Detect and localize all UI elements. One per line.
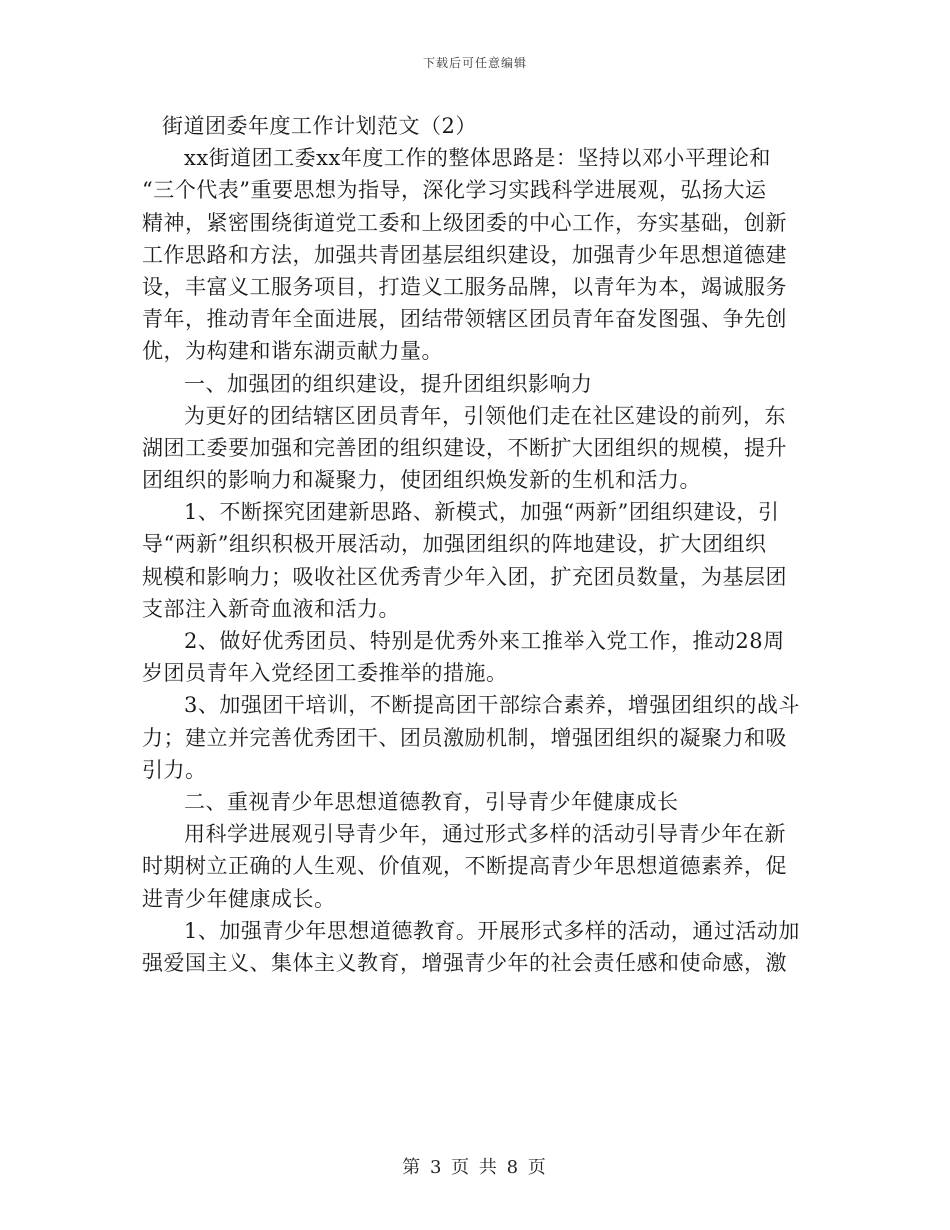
paragraph-line: 用科学进展观引导青少年，通过形式多样的活动引导青少年在新 (184, 822, 786, 847)
paragraph-line: 进青少年健康成长。 (142, 886, 336, 911)
paragraph-line: 1、不断探究团建新思路、新模式，加强“两新”团组织建设，引 (184, 500, 780, 525)
paragraph-line: 导“两新”组织积极开展活动，加强团组织的阵地建设，扩大团组织 (142, 532, 767, 557)
paragraph-line: 引力。 (142, 757, 207, 782)
page-number-footer: 第 3 页 共 8 页 (402, 1157, 548, 1178)
paragraph-line: 支部注入新奇血液和活力。 (142, 596, 400, 621)
page-header-note: 下载后可任意编辑 (422, 56, 527, 70)
paragraph-line: 强爱国主义、集体主义教育，增强青少年的社会责任感和使命感，激 (142, 950, 787, 975)
paragraph-line: 岁团员青年入党经团工委推举的措施。 (142, 661, 508, 686)
paragraph-line: 规模和影响力；吸收社区优秀青少年入团，扩充团员数量，为基层团 (142, 564, 787, 589)
section-heading: 二、重视青少年思想道德教育，引导青少年健康成长 (184, 789, 679, 814)
paragraph-line: 优，为构建和谐东湖贡献力量。 (142, 339, 443, 364)
paragraph-line: 工作思路和方法，加强共青团基层组织建设，加强青少年思想道德建 (142, 242, 787, 267)
paragraph-line: 为更好的团结辖区团员青年，引领他们走在社区建设的前列，东 (184, 403, 786, 428)
paragraph-line: 团组织的影响力和凝聚力，使团组织焕发新的生机和活力。 (142, 468, 701, 493)
paragraph-line: 设，丰富义工服务项目，打造义工服务品牌，以青年为本，竭诚服务 (142, 274, 787, 299)
document-body (142, 110, 804, 979)
paragraph-line: 青年，推动青年全面进展，团结带领辖区团员青年奋发图强、争先创 (142, 307, 787, 332)
paragraph-line: 时期树立正确的人生观、价值观，不断提高青少年思想道德素养，促 (142, 854, 787, 879)
section-heading: 一、加强团的组织建设，提升团组织影响力 (184, 371, 593, 396)
paragraph-line: xx街道团工委xx年度工作的整体思路是：坚持以邓小平理论和 (184, 146, 771, 171)
paragraph-line: 力；建立并完善优秀团干、团员激励机制，增强团组织的凝聚力和吸 (142, 725, 787, 750)
paragraph-line: 精神，紧密围绕街道党工委和上级团委的中心工作，夯实基础，创新 (142, 210, 787, 235)
paragraph-line: 2、做好优秀团员、特别是优秀外来工推举入党工作，推动28周 (184, 629, 785, 653)
document-title: 街道团委年度工作计划范文（2） (162, 114, 477, 138)
paragraph-line: “三个代表”重要思想为指导，深化学习实践科学进展观，弘扬大运 (142, 178, 767, 203)
paragraph-line: 1、加强青少年思想道德教育。开展形式多样的活动，通过活动加 (184, 918, 800, 943)
paragraph-line: 湖团工委要加强和完善团的组织建设，不断扩大团组织的规模，提升 (142, 435, 787, 460)
paragraph-line: 3、加强团干培训，不断提高团干部综合素养，增强团组织的战斗 (184, 693, 800, 718)
